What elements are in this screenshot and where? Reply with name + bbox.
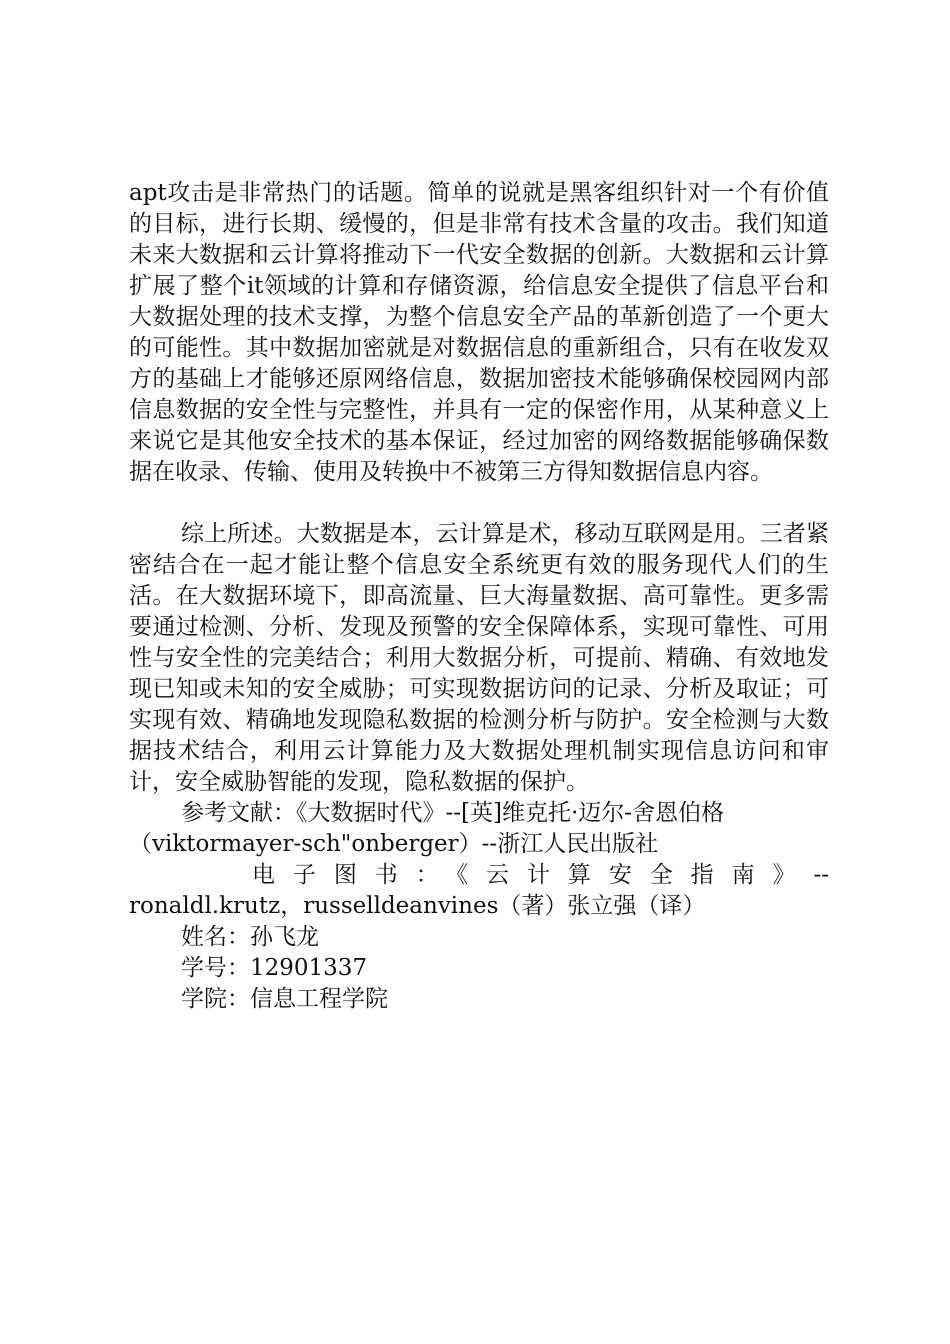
author-name: 姓名：孙飞龙 bbox=[181, 924, 319, 950]
document-body bbox=[129, 178, 829, 1015]
reference-2-line-2: ronaldl.krutz，russelldeanvines（著）张立强（译） bbox=[129, 893, 706, 919]
reference-1-line-2: （viktormayer-sch"onberger）--浙江人民出版社 bbox=[129, 831, 659, 857]
reference-1-line-1: 参考文献：《大数据时代》--[英]维克托·迈尔-舍恩伯格 bbox=[181, 800, 725, 826]
reference-2-line-1: 电子图书：《云计算安全指南》-- bbox=[252, 862, 829, 888]
paragraph-spacer bbox=[129, 488, 829, 519]
paragraph-summary: 综上所述。大数据是本，云计算是术，移动互联网是用。三者紧密结合在一起才能让整个信息安全系统更有效的服务现代人们的生活。在大数据环境下，即高流量、巨大海量数据、高可靠性。更多需要通过检测、分析、发现及预警的安全保障体系，实现可靠性、可用性与安全性的完美结合；利用大数据分析，可提前、精确、有效地发现已知或未知的安全威胁；可实现数据访问的记录、分析及取证；可实现有效、精确地发现隐私数据的检测分析与防护。安全检测与大数据技术结合，利用云计算能力及大数据处理机制实现信息访问和审计，安全威胁智能的发现，隐私数据的保护。 bbox=[129, 521, 829, 795]
student-id: 学号：12901337 bbox=[181, 955, 368, 981]
college: 学院：信息工程学院 bbox=[181, 986, 388, 1012]
paragraph-apt-attack: apt攻击是非常热门的话题。简单的说就是黑客组织针对一个有价值的目标，进行长期、缓慢的，但是非常有技术含量的攻击。我们知道未来大数据和云计算将推动下一代安全数据的创新。大数据和云计算扩展了整个it领域的计算和存储资源，给信息安全提供了信息平台和大数据处理的技术支撑，为整个信息安全产品的革新创造了一个更大的可能性。其中数据加密就是对数据信息的重新组合，只有在收发双方的基础上才能够还原网络信息，数据加密技术能够确保校园网内部信息数据的安全性与完整性，并具有一定的保密作用，从某种意义上来说它是其他安全技术的基本保证，经过加密的网络数据能够确保数据在收录、传输、使用及转换中不被第三方得知数据信息内容。 bbox=[129, 180, 829, 485]
